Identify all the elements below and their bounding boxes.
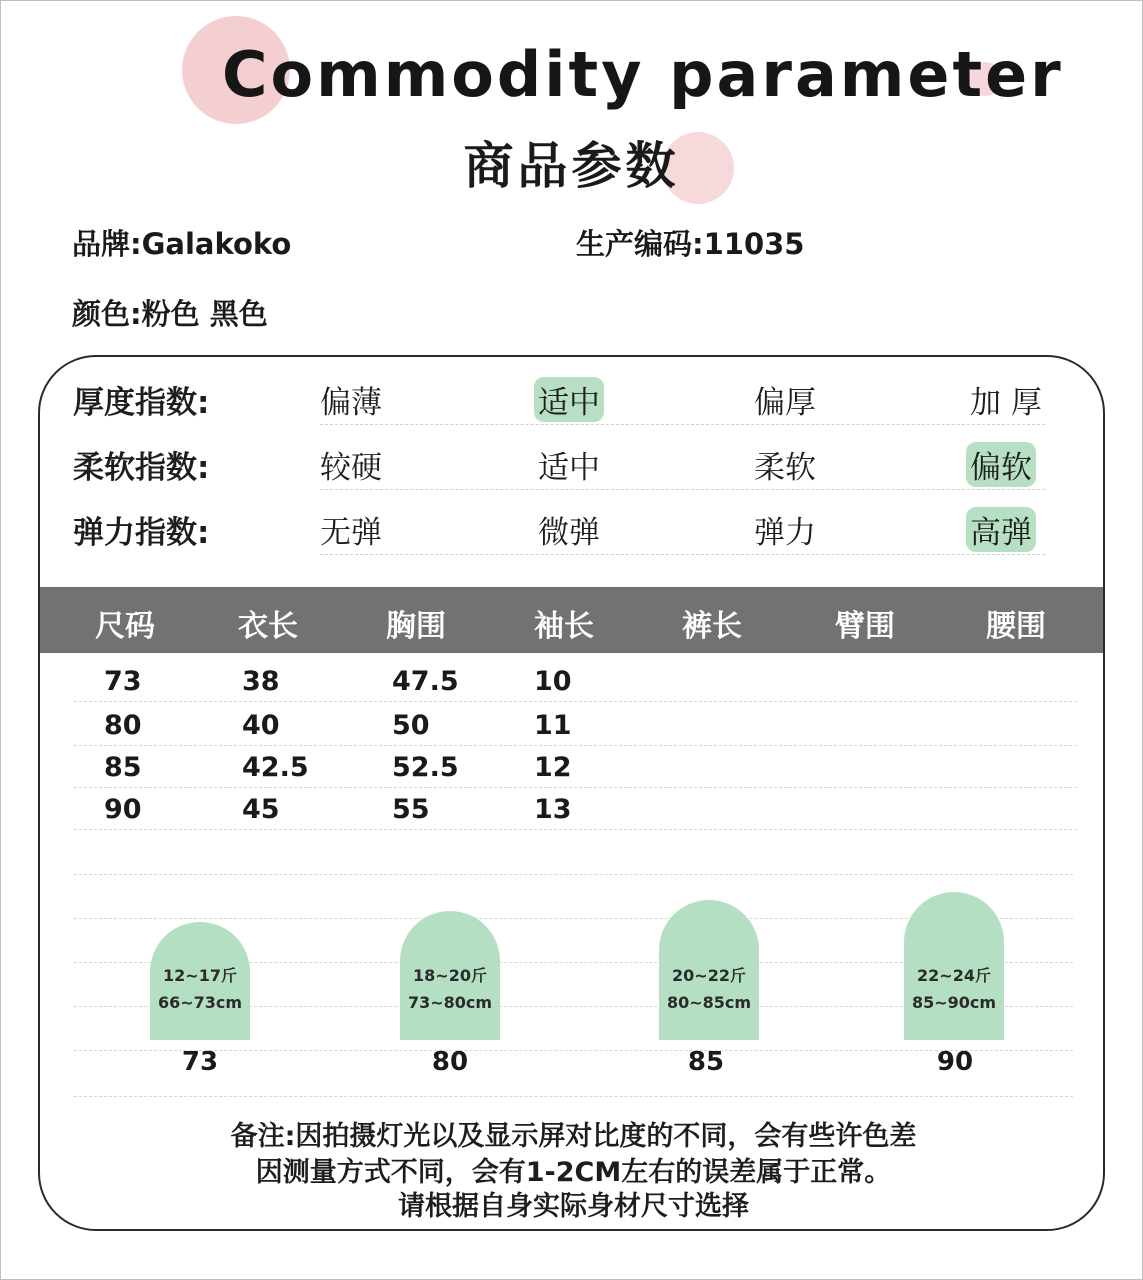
index-label: 弹力指数: <box>73 515 210 551</box>
cell-sleeve: 11 <box>534 710 572 741</box>
size-guide-weight: 22~24斤 <box>917 966 991 985</box>
cell-length: 42.5 <box>242 752 309 783</box>
index-option: 偏厚 <box>754 385 816 421</box>
size-guide-card <box>659 900 759 1040</box>
size-guide-height: 66~73cm <box>157 993 243 1012</box>
index-option: 偏薄 <box>320 385 382 421</box>
header-pants-length: 裤长 <box>682 609 742 644</box>
cell-sleeve: 12 <box>534 752 572 783</box>
header-chest: 胸围 <box>386 609 446 644</box>
header-length: 衣长 <box>238 609 298 644</box>
title-chinese: 商品参数 <box>463 137 680 195</box>
thickness-index-row <box>40 365 1105 425</box>
cell-sleeve: 13 <box>534 794 572 825</box>
cell-size: 73 <box>104 666 142 697</box>
cell-chest: 47.5 <box>392 666 459 697</box>
cell-size: 90 <box>104 794 142 825</box>
index-option-selected: 适中 <box>534 377 604 422</box>
index-option: 无弹 <box>320 515 382 551</box>
table-row <box>40 746 1105 788</box>
header-arm: 臂围 <box>835 609 895 644</box>
cell-size: 80 <box>104 710 142 741</box>
size-table-header <box>40 587 1105 653</box>
cell-chest: 50 <box>392 710 430 741</box>
index-option-selected: 偏软 <box>966 442 1036 487</box>
size-guide-height: 85~90cm <box>911 993 997 1012</box>
index-option: 柔软 <box>754 450 816 486</box>
size-guide-weight: 12~17斤 <box>163 966 237 985</box>
size-guide-weight: 18~20斤 <box>413 966 487 985</box>
brand-text: 品牌:Galakoko <box>72 227 292 261</box>
table-row <box>40 788 1105 830</box>
note-line: 请根据自身实际身材尺寸选择 <box>398 1191 749 1222</box>
title-english: Commodity parameter <box>222 38 1064 111</box>
cell-length: 45 <box>242 794 280 825</box>
header-waist: 腰围 <box>986 609 1046 644</box>
size-guide-size-label: 90 <box>936 1047 974 1077</box>
softness-index-row <box>40 430 1105 490</box>
cell-chest: 52.5 <box>392 752 459 783</box>
size-guide-card <box>904 892 1004 1040</box>
cell-length: 40 <box>242 710 280 741</box>
dashed-divider <box>320 489 1045 490</box>
header-sleeve: 袖长 <box>534 609 594 644</box>
dashed-divider <box>74 829 1077 830</box>
dashed-divider <box>320 554 1045 555</box>
parameter-panel <box>38 355 1105 1231</box>
note-line: 备注:因拍摄灯光以及显示屏对比度的不同，会有些许色差 <box>230 1121 917 1152</box>
cell-length: 38 <box>242 666 280 697</box>
index-option: 弹力 <box>754 515 816 551</box>
elasticity-index-row <box>40 495 1105 555</box>
index-option: 微弹 <box>538 515 600 551</box>
size-guide-weight: 20~22斤 <box>672 966 746 985</box>
size-guide-card <box>150 922 250 1040</box>
index-option-selected: 高弹 <box>966 507 1036 552</box>
size-guide-height: 73~80cm <box>407 993 493 1012</box>
size-guide-card <box>400 911 500 1040</box>
index-option: 较硬 <box>320 450 382 486</box>
table-row <box>40 704 1105 746</box>
size-guide-size-label: 80 <box>431 1047 469 1077</box>
dashed-divider <box>320 424 1045 425</box>
size-guide-size-label: 85 <box>687 1047 725 1077</box>
cell-size: 85 <box>104 752 142 783</box>
size-guide-height: 80~85cm <box>666 993 752 1012</box>
cell-chest: 55 <box>392 794 430 825</box>
index-label: 柔软指数: <box>73 450 210 486</box>
index-label: 厚度指数: <box>73 385 210 421</box>
note-line: 因测量方式不同，会有1-2CM左右的误差属于正常。 <box>255 1157 892 1188</box>
dashed-divider <box>74 701 1077 702</box>
colors-text: 颜色:粉色 黑色 <box>72 297 268 331</box>
header-size: 尺码 <box>95 609 155 644</box>
index-option: 加 厚 <box>970 385 1042 421</box>
product-code-text: 生产编码:11035 <box>576 227 805 261</box>
dashed-divider <box>74 1096 1073 1097</box>
size-guide-size-label: 73 <box>181 1047 219 1077</box>
cell-sleeve: 10 <box>534 666 572 697</box>
table-row <box>40 660 1105 702</box>
dashed-divider <box>74 874 1073 875</box>
index-option: 适中 <box>538 450 600 486</box>
